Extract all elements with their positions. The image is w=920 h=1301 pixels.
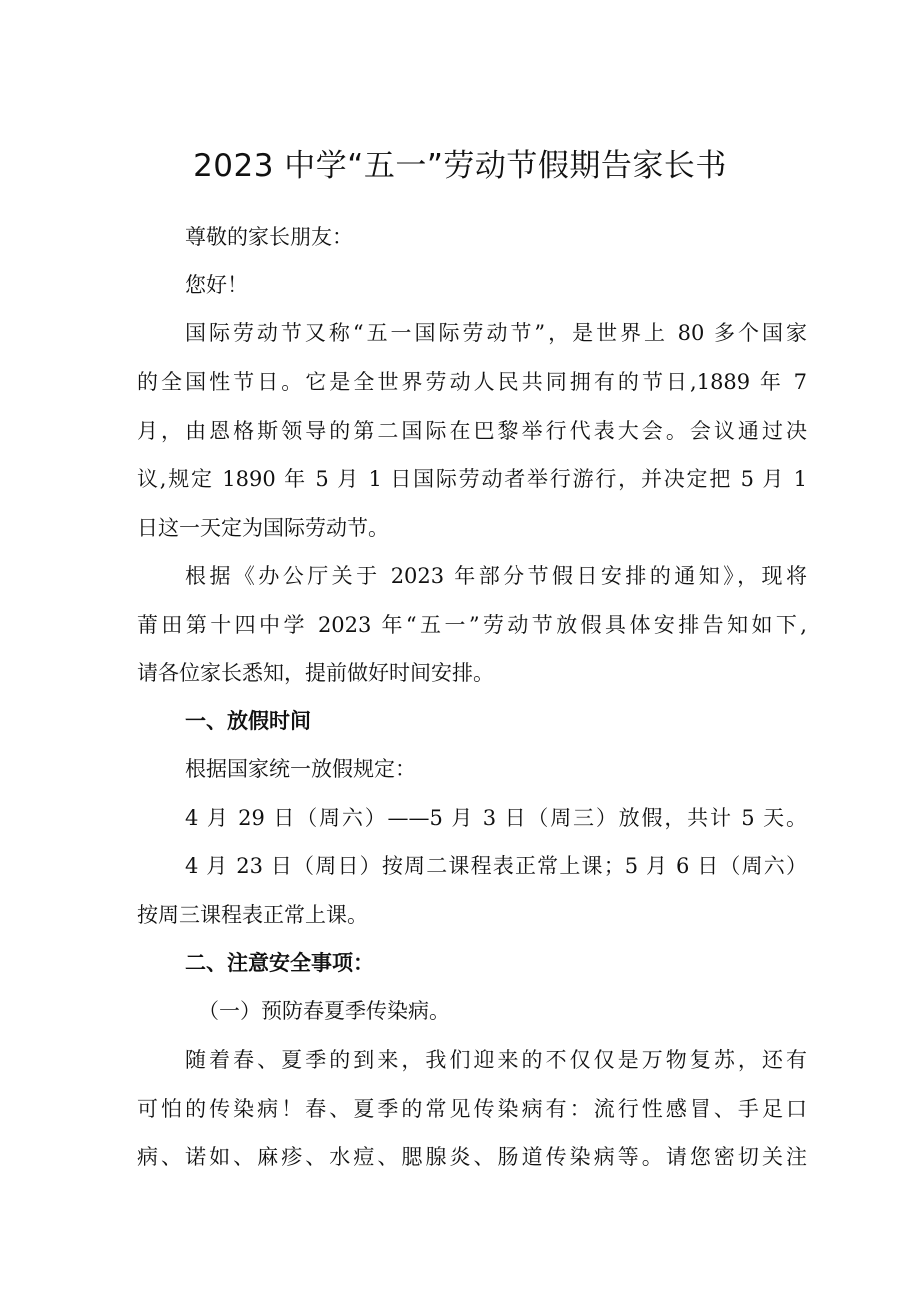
greeting: 您好！	[185, 273, 248, 297]
para2-line: 根据《办公厅关于 2023 年部分节假日安排的通知》，现将	[185, 564, 807, 588]
section1-intro: 根据国家统一放假规定：	[185, 757, 416, 781]
section2-para-line: 随着春、夏季的到来，我们迎来的不仅仅是万物复苏，还有	[185, 1048, 807, 1072]
salutation: 尊敬的家长朋友：	[185, 225, 353, 249]
section2-subheading: （一）预防春夏季传染病。	[198, 999, 450, 1023]
section2-para-line: 可怕的传染病！春、夏季的常见传染病有：流行性感冒、手足口	[137, 1097, 807, 1121]
para1-line: 日这一天定为国际劳动节。	[137, 516, 389, 540]
para1-line: 议,规定 1890 年 5 月 1 日国际劳动者举行游行，并决定把 5 月 1	[137, 467, 807, 491]
holiday-dates: 4 月 29 日（周六）——5 月 3 日（周三）放假，共计 5 天。	[185, 806, 807, 830]
para1-line: 的全国性节日。它是全世界劳动人民共同拥有的节日,1889 年 7	[137, 370, 807, 394]
document-title: 2023 中学“五一”劳动节假期告家长书	[193, 148, 727, 184]
section2-para-line: 病、诺如、麻疹、水痘、腮腺炎、肠道传染病等。请您密切关注	[137, 1145, 807, 1169]
para2-line: 莆田第十四中学 2023 年“五一”劳动节放假具体安排告知如下,	[137, 613, 807, 637]
para1-line: 月，由恩格斯领导的第二国际在巴黎举行代表大会。会议通过决	[137, 419, 807, 443]
para1-line: 国际劳动节又称“五一国际劳动节”，是世界上 80 多个国家	[185, 321, 807, 345]
section2-heading: 二、注意安全事项：	[185, 951, 374, 975]
makeup-days-line: 按周三课程表正常上课。	[137, 903, 368, 927]
makeup-days-line: 4 月 23 日（周日）按周二课程表正常上课；5 月 6 日（周六）	[185, 854, 807, 878]
section1-heading: 一、放假时间	[185, 709, 311, 733]
para2-line: 请各位家长悉知，提前做好时间安排。	[137, 661, 494, 685]
